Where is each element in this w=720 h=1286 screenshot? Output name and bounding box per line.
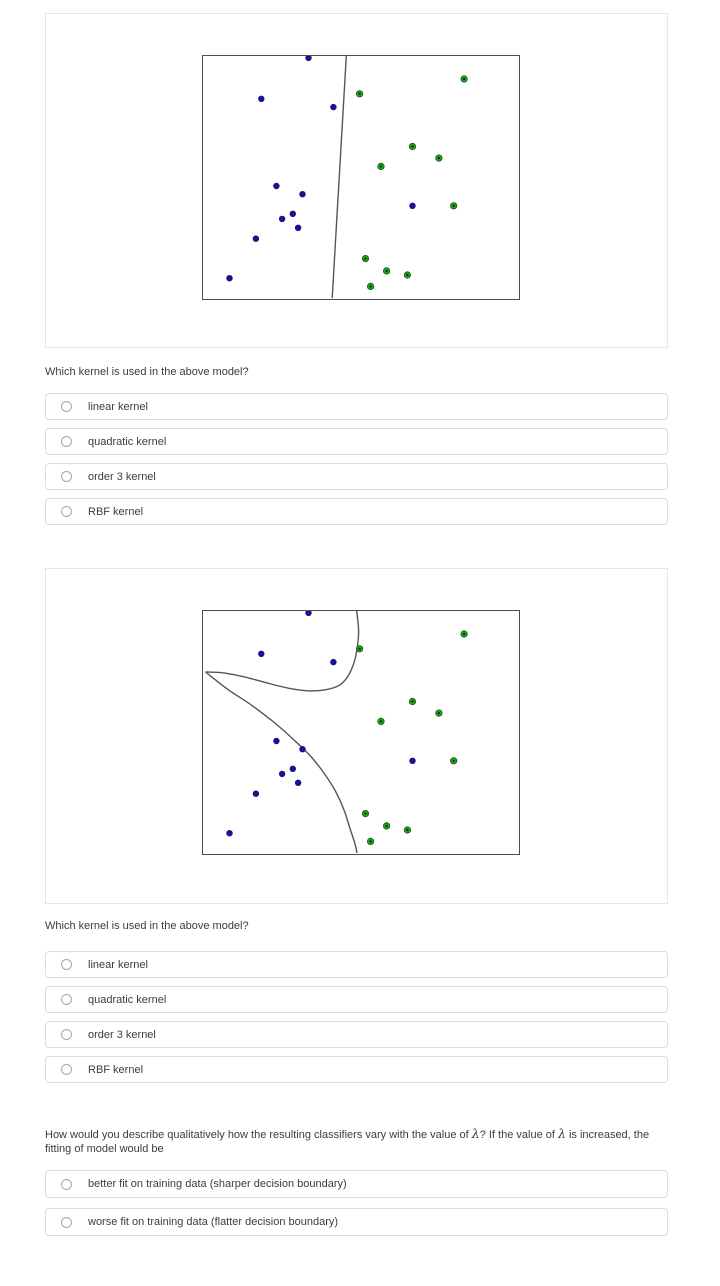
radio-icon[interactable]: [61, 506, 72, 517]
option-label: RBF kernel: [88, 505, 144, 518]
option-q3-worse-fit[interactable]: [45, 1208, 668, 1236]
option-q1-order-3-kernel[interactable]: [45, 463, 668, 490]
option-q3-better-fit[interactable]: [45, 1170, 668, 1198]
scatter-plot-curved-boundary: [202, 610, 520, 855]
radio-icon[interactable]: [61, 471, 72, 482]
question-3-text-segment-2: ? If the value of: [479, 1129, 558, 1141]
option-label: order 3 kernel: [88, 1028, 156, 1041]
option-label: linear kernel: [88, 958, 148, 971]
question-1-text: Which kernel is used in the above model?: [45, 366, 249, 378]
radio-icon[interactable]: [61, 1217, 72, 1228]
scatter-plot-1-canvas: [203, 56, 518, 298]
option-q2-quadratic-kernel[interactable]: [45, 986, 668, 1013]
radio-icon[interactable]: [61, 401, 72, 412]
option-q2-order-3-kernel[interactable]: [45, 1021, 668, 1048]
option-label: RBF kernel: [88, 1063, 144, 1076]
option-label: worse fit on training data (flatter decision boundary): [88, 1216, 339, 1228]
option-q1-linear-kernel[interactable]: [45, 393, 668, 420]
lambda-symbol: λ: [471, 1126, 480, 1141]
question-2-text: Which kernel is used in the above model?: [45, 920, 249, 932]
option-label: order 3 kernel: [88, 470, 156, 483]
question-1-options: [45, 393, 668, 525]
option-label: quadratic kernel: [88, 993, 167, 1006]
lambda-symbol: λ: [557, 1126, 566, 1141]
option-label: quadratic kernel: [88, 435, 167, 448]
radio-icon[interactable]: [61, 959, 72, 970]
radio-icon[interactable]: [61, 1029, 72, 1040]
radio-icon[interactable]: [61, 436, 72, 447]
option-q1-quadratic-kernel[interactable]: [45, 428, 668, 455]
scatter-plot-2-canvas: [203, 611, 518, 853]
question-3-options: [45, 1170, 668, 1236]
plot-card-2: [45, 568, 668, 904]
radio-icon[interactable]: [61, 1179, 72, 1190]
option-q1-rbf-kernel[interactable]: [45, 498, 668, 525]
question-2-options: [45, 951, 668, 1083]
plot-card-1: [45, 13, 668, 348]
radio-icon[interactable]: [61, 1064, 72, 1075]
question-3-text-segment-1: How would you describe qualitatively how the resulting classifiers vary with the value of: [45, 1129, 472, 1141]
option-q2-rbf-kernel[interactable]: [45, 1056, 668, 1083]
option-label: linear kernel: [88, 400, 148, 413]
radio-icon[interactable]: [61, 994, 72, 1005]
scatter-plot-linear-boundary: [202, 55, 520, 300]
question-3-text: [45, 1127, 668, 1156]
option-q2-linear-kernel[interactable]: [45, 951, 668, 978]
option-label: better fit on training data (sharper decision boundary): [88, 1178, 347, 1190]
question-3-text-segment-3: is increased, the fitting of model would be: [45, 1129, 650, 1155]
